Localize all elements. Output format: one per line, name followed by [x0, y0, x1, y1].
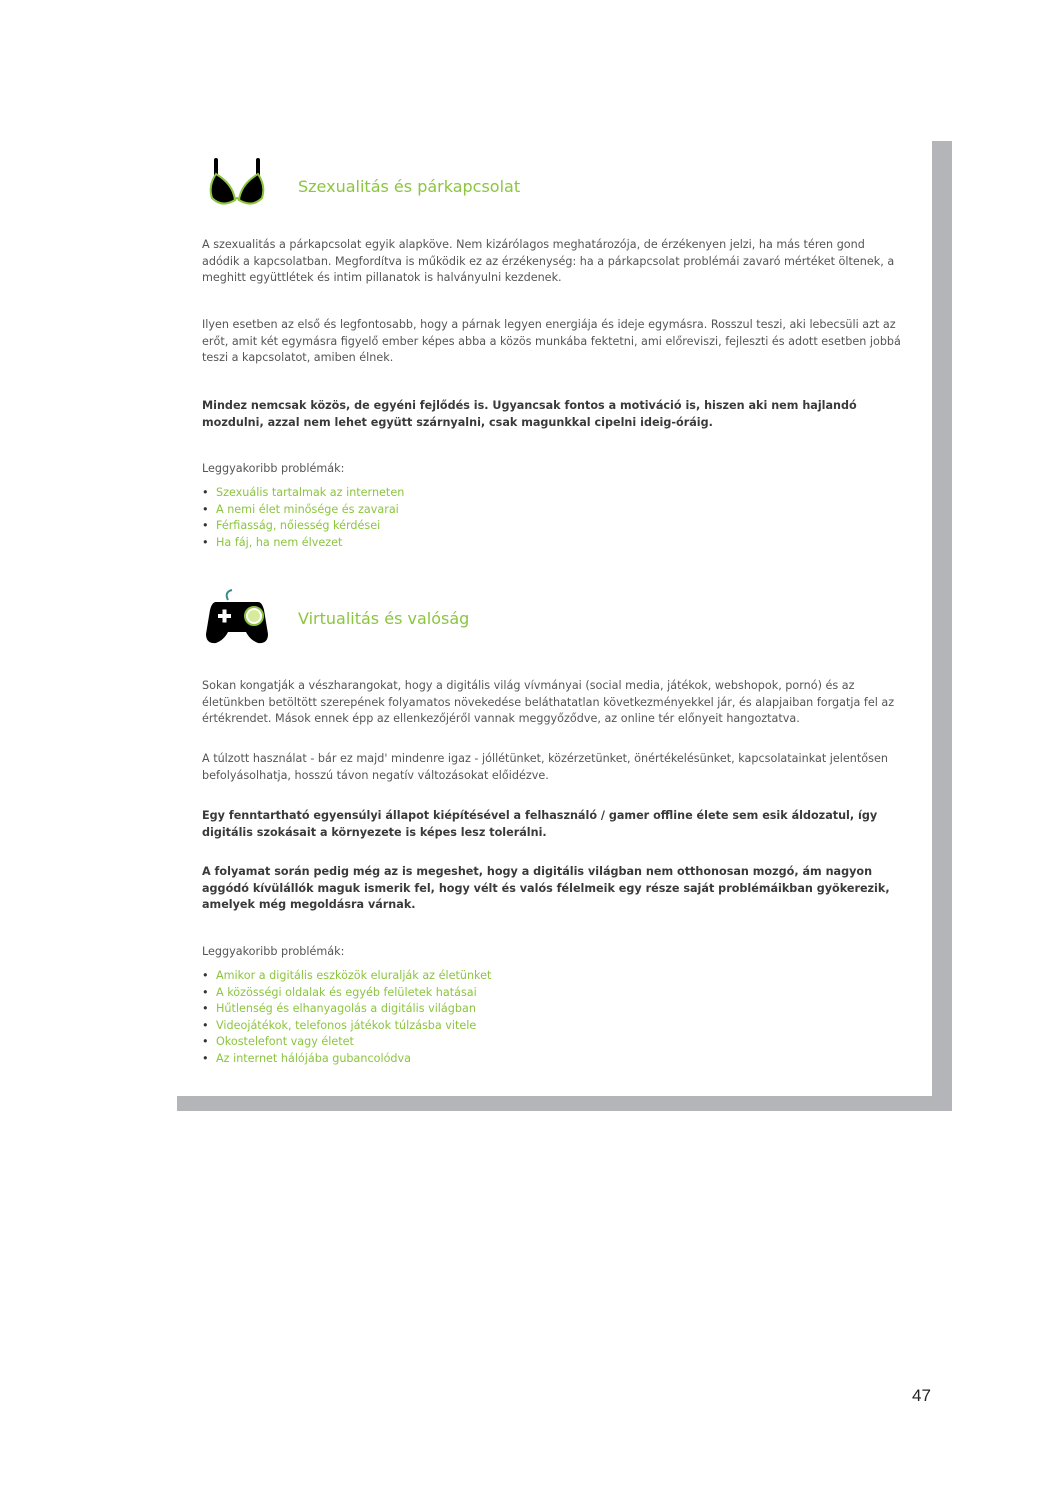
list-heading: Leggyakoribb problémák:	[202, 945, 345, 958]
section-header-virtuality	[202, 588, 469, 648]
section-header-sexuality	[202, 156, 520, 216]
problem-link[interactable]: • Amikor a digitális eszközök eluralják az életünket	[202, 968, 491, 985]
problem-list	[202, 485, 404, 551]
page-number: 47	[912, 1386, 931, 1405]
problem-link[interactable]: • Az internet hálójába gubancolódva	[202, 1051, 491, 1068]
paragraph: A túlzott használat - bár ez majd' mindenre igaz - jóllétünket, közérzetünket, önértékelésünket, kapcsolatainkat jelentősen befolyásolhatja, hosszú távon negatív változásokat előidézve.	[202, 752, 888, 782]
gamepad-icon	[202, 588, 272, 648]
section-title: Virtualitás és valóság	[298, 608, 470, 628]
paragraph: Ilyen esetben az első és legfontosabb, hogy a párnak legyen energiája és ideje egymásra. Rosszul teszi, aki lebecsüli azt az erőt, amit két egymásra figyelő ember képes abba a közös munkába fektetni, ami előreviszi, fejleszti és adott esetben jobbá teszi a kapcsolatot, amiben élnek.	[202, 318, 901, 365]
card-shadow-right	[932, 141, 952, 1111]
problem-link[interactable]: • Videojátékok, telefonos játékok túlzásba vitele	[202, 1018, 491, 1035]
problem-link[interactable]: • Szexuális tartalmak az interneten	[202, 485, 404, 502]
problem-link[interactable]: • A nemi élet minősége és zavarai	[202, 502, 404, 519]
list-heading: Leggyakoribb problémák:	[202, 462, 345, 475]
problem-link[interactable]: • Hűtlenség és elhanyagolás a digitális világban	[202, 1001, 491, 1018]
paragraph-bold: Egy fenntartható egyensúlyi állapot kiépítésével a felhasználó / gamer offline élete sem esik áldozatul, így digitális szokásait a környezete is képes lesz tolerálni.	[202, 809, 878, 839]
problem-link[interactable]: • Ha fáj, ha nem élvezet	[202, 535, 404, 552]
paragraph: A szexualitás a párkapcsolat egyik alapköve. Nem kizárólagos meghatározója, de érzékenyen jelzi, ha más téren gond adódik a kapcsolatban. Megfordítva is működik ez az érzékenység: ha a párkapcsolat problémái zavaró mértéket öltenek, a meghitt együttlétek és intim pillanatok is halványulni kezdenek.	[202, 238, 895, 285]
problem-link[interactable]: • A közösségi oldalak és egyéb felületek hatásai	[202, 985, 491, 1002]
paragraph: Sokan kongatják a vészharangokat, hogy a digitális világ vívmányai (social media, játékok, webshopok, pornó) és az életünkben betöltött szerepének folyamatos növekedése beláthatatlan következményekkel jár, és alapjaiban forgatja fel az értékrendet. Mások ennek épp az ellenkezőjéről vannak meggyőződve, az online tér előnyeit hangoztatva.	[202, 679, 895, 726]
card-shadow-bottom	[177, 1096, 952, 1111]
problem-link[interactable]: • Férfiasság, nőiesség kérdései	[202, 518, 404, 535]
paragraph-bold: A folyamat során pedig még az is megeshet, hogy a digitális világban nem otthonosan mozgó, ám nagyon aggódó kívülállók maguk ismerik fel, hogy vélt és valós félelmeik egy része saját problémáikban gyökerezik, amelyek még megoldásra várnak.	[202, 865, 890, 912]
problem-link[interactable]: • Okostelefont vagy életet	[202, 1034, 491, 1051]
section-title: Szexualitás és párkapcsolat	[298, 176, 521, 196]
paragraph-bold: Mindez nemcsak közös, de egyéni fejlődés is. Ugyancsak fontos a motiváció is, hiszen aki nem hajlandó mozdulni, azzal nem lehet együtt szárnyalni, csak magunkkal cipelni ideig-óráig.	[202, 399, 857, 429]
problem-list	[202, 968, 491, 1068]
bra-icon	[202, 156, 272, 216]
